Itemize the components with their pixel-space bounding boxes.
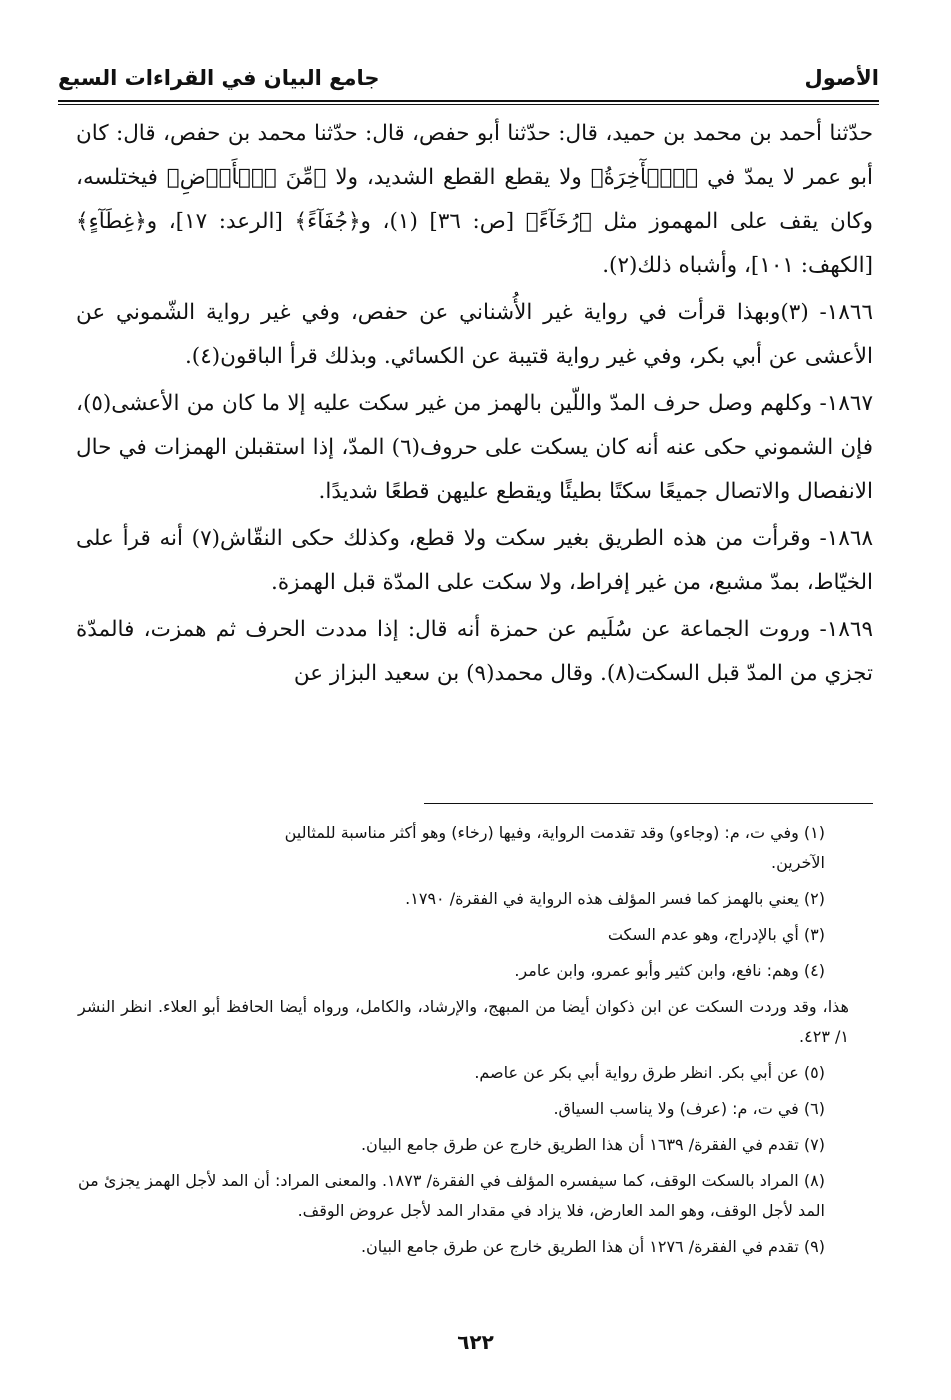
- footnote-1: [78, 818, 825, 878]
- paragraph-1868: ١٨٦٨- وقرأت من هذه الطريق بغير سكت ولا قطع، وكذلك حكى النقّاش(٧) أنه قرأ على الخيّاط، بمدّ مشبع، من غير إفراط، ولا سكت على المدّة قبل الهمزة.: [76, 526, 873, 595]
- paragraph-1867: ١٨٦٧- وكلهم وصل حرف المدّ واللّين بالهمز من غير سكت عليه إلا ما كان من الأعشى(٥)، فإن الشموني حكى عنه أنه كان يسكت على حروف(٦) المدّ، إذا استقبلن الهمزات في حال الانفصال والاتصال جميعًا سكتًا بطيئًا ويقطع عليهن قطعًا شديدًا.: [76, 391, 873, 504]
- paragraph-1866: ١٨٦٦- (٣)وبهذا قرأت في رواية غير الأُشناني عن حفص، وفي غير رواية الشّموني عن الأعشى عن أبي بكر، وفي غير رواية قتيبة عن الكسائي. وبذلك قرأ الباقون(٤).: [76, 300, 873, 369]
- paragraph-intro: حدّثنا أحمد بن محمد بن حميد، قال: حدّثنا أبو حفص، قال: حدّثنا محمد بن حفص، قال: كان أبو عمر لا يمدّ في ﴿ٱلۡأٓخِرَةُ﴾ ولا يقطع القطع الشديد، ولا ﴿مِّنَ ٱلۡأَرۡضِ﴾ فيختلسه، وكان يقف على المهموز مثل ﴿رُخَآءً﴾ [ص: ٣٦] (١)، و﴿جُفَآءً﴾ [الرعد: ١٧]، و﴿غِطَآءٍ﴾ [الكهف: ١٠١]، وأشباه ذلك(٢).: [76, 121, 873, 278]
- footnote-7: (٧) تقدم في الفقرة/ ١٦٣٩ أن هذا الطريق خارج عن طرق جامع البيان.: [360, 1135, 825, 1154]
- footnotes: [78, 818, 849, 1268]
- running-header: [58, 58, 879, 98]
- footnote-9: (٩) تقدم في الفقرة/ ١٢٧٦ أن هذا الطريق خارج عن طرق جامع البيان.: [360, 1237, 825, 1256]
- page-number: ٦٢٢: [457, 1330, 494, 1354]
- footnote-6: (٦) في ت، م: (عرف) ولا يناسب السياق.: [553, 1099, 825, 1118]
- section-title: الأصول: [804, 66, 879, 90]
- footnote-4: (٤) وهم: نافع، وابن كثير وأبو عمرو، وابن عامر.: [514, 961, 825, 980]
- footnote-2: (٢) يعني بالهمز كما فسر المؤلف هذه الرواية في الفقرة/ ١٧٩٠.: [405, 889, 825, 908]
- header-rule: [58, 100, 879, 105]
- footnote-3: (٣) أي بالإدراج، وهو عدم السكت: [607, 925, 825, 944]
- main-text: [76, 112, 873, 699]
- footnote-8: (٨) المراد بالسكت الوقف، كما سيفسره المؤلف في الفقرة/ ١٨٧٣. والمعنى المراد: أن المد لأجل الهمز يجزئ من المد لأجل الوقف، وهو المد العارض، فلا يزاد في مقدار المد لأجل عروض الوقف.: [78, 1171, 826, 1220]
- footnote-rule: [424, 803, 873, 804]
- footnote-4-note: هذا، وقد وردت السكت عن ابن ذكوان أيضا من المبهج، والإرشاد، والكامل، ورواه أيضا الحافظ أبو العلاء. انظر النشر ١/ ٤٢٣.: [78, 997, 849, 1046]
- footnote-5: (٥) عن أبي بكر. انظر طرق رواية أبي بكر عن عاصم.: [474, 1063, 825, 1082]
- footnote-1-continuation: الآخرين.: [770, 853, 825, 872]
- paragraph-1869: ١٨٦٩- وروت الجماعة عن سُلَيم عن حمزة أنه قال: إذا مددت الحرف ثم همزت، فالمدّة تجزي من المدّ قبل السكت(٨). وقال محمد(٩) بن سعيد البزاز عن: [76, 617, 873, 686]
- book-title: جامع البيان في القراءات السبع: [58, 66, 380, 90]
- footnote-1-text: (١) وفي ت، م: (وجاءو) وقد تقدمت الرواية، وفيها (رخاء) وهو أكثر مناسبة للمثالين: [284, 823, 825, 842]
